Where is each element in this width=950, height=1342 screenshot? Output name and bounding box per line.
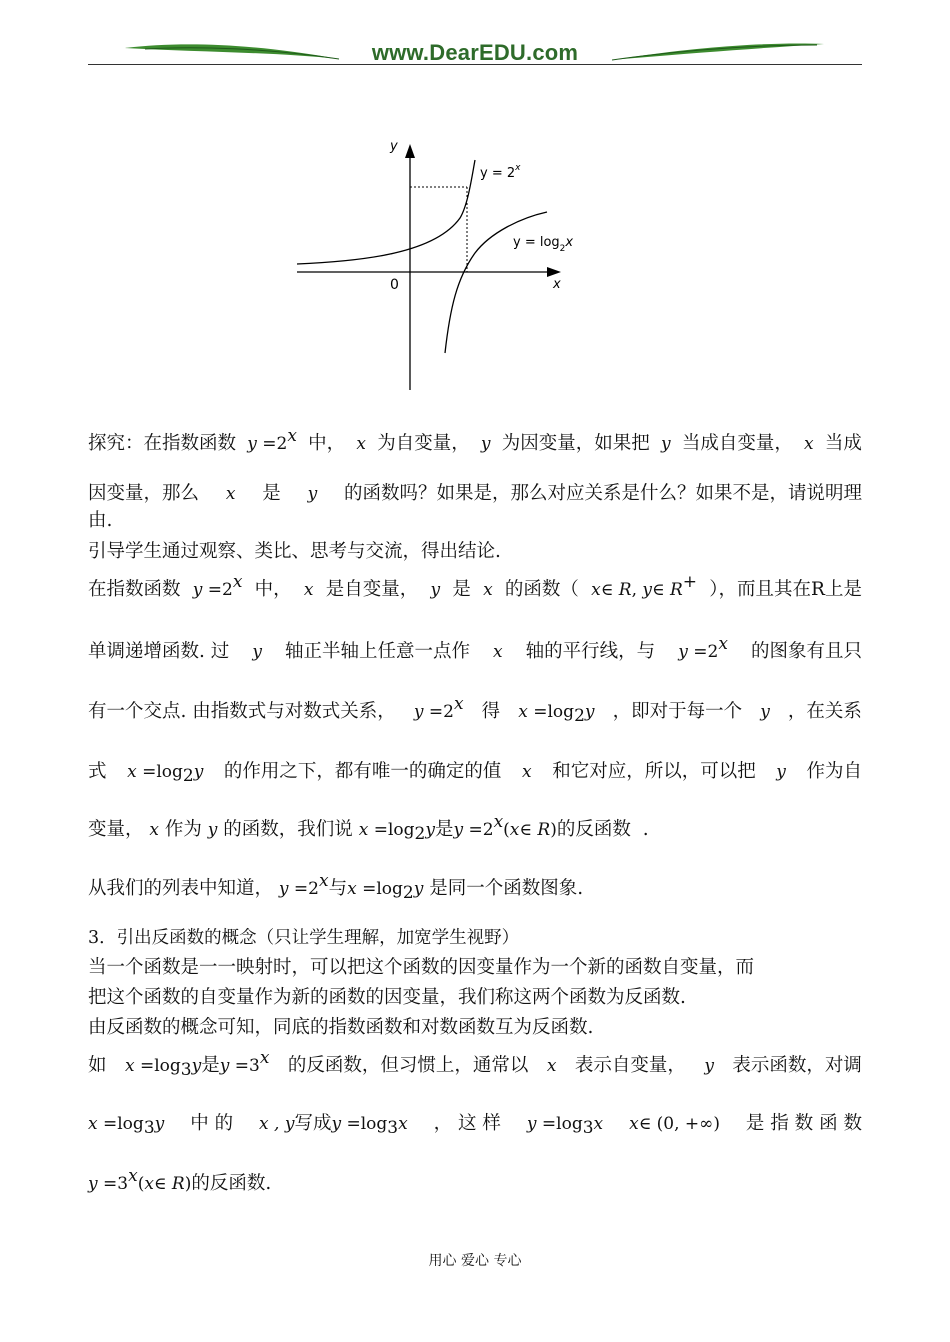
var-x: x bbox=[546, 1056, 557, 1076]
p3-l5-a: 中 的 bbox=[190, 1113, 234, 1134]
p2-l5-e: 的反函数 bbox=[556, 819, 631, 840]
p3-l4-c: 的反函数，但习惯上，通常以 bbox=[287, 1055, 529, 1076]
formula-y-eq-2x: $y =2^x$ bbox=[413, 694, 464, 722]
p1-line-1 bbox=[88, 426, 862, 456]
function-graph bbox=[285, 128, 605, 398]
var-x: x bbox=[356, 434, 366, 454]
p2-l2-d: 的图象有且只 bbox=[750, 641, 862, 662]
p2-l3-d: ，在关系 bbox=[787, 701, 862, 722]
p1-l1-a: 探究：在指数函数 bbox=[88, 433, 237, 454]
var-y: y bbox=[207, 820, 218, 840]
var-x: x bbox=[483, 580, 493, 600]
p2-l6-a: 从我们的列表中知道， bbox=[88, 878, 274, 899]
p3-l5-d: 是 指 数 函 数 bbox=[745, 1113, 862, 1134]
p1-l1-b: 中， bbox=[308, 433, 346, 454]
p2-l3-b: 得 bbox=[481, 701, 501, 722]
left-leaf-ornament bbox=[125, 40, 340, 64]
formula-domain: x∈ R, y∈ R+ bbox=[591, 572, 698, 600]
exp-curve-label: $y = 2^x$ bbox=[480, 163, 521, 181]
formula-y-eq-log3x: $y =\log_3x$ bbox=[526, 1114, 604, 1138]
p2-l4-a: 式 bbox=[88, 761, 107, 782]
p2-l2-b: 轴正半轴上任意一点作 bbox=[284, 641, 470, 662]
formula-y-eq-2x: $y =2^x$ bbox=[192, 572, 243, 600]
formula-y-eq-3x-x-in-R: $y =3^x(x\in$ R) bbox=[88, 1166, 192, 1194]
formula-y-eq-2x-x-in-R: $y =2^x(x\in$ R) bbox=[453, 812, 557, 840]
p3-line-5 bbox=[88, 1112, 862, 1136]
p2-l2-c: 轴的平行线，与 bbox=[525, 641, 656, 662]
p2-l1-a: 在指数函数 bbox=[88, 579, 181, 600]
formula-y-eq-2x: $y =2^x$ bbox=[278, 871, 329, 899]
p2-l1-d: 是 bbox=[452, 579, 471, 600]
var-y: y bbox=[307, 484, 318, 504]
var-y: y bbox=[660, 434, 671, 454]
x-axis-arrow bbox=[547, 267, 561, 277]
formula-y-eq-2x: $y =2^x$ bbox=[247, 426, 297, 454]
p1-l2-c: 的函数吗？如果是，那么对应关系是什么？如果不是，请说明理 bbox=[343, 483, 862, 504]
p1-l1-c: 为自变量， bbox=[377, 433, 470, 454]
var-y: y bbox=[480, 434, 491, 454]
p2-line-2 bbox=[88, 634, 862, 664]
p3-l6-a: 的反函数. bbox=[191, 1173, 272, 1194]
p3-l4-a: 如 bbox=[88, 1055, 107, 1076]
var-y: y bbox=[776, 762, 786, 782]
p2-l5-c: 的函数，我们说 bbox=[223, 819, 353, 840]
header-rule bbox=[88, 64, 862, 65]
y-axis-arrow bbox=[405, 144, 415, 158]
p1-line-3: 由. bbox=[88, 510, 113, 531]
p3-line-2: 把这个函数的自变量作为新的函数的因变量，我们称这两个函数为反函数. bbox=[88, 987, 686, 1008]
p2-l6-b: 与 bbox=[328, 878, 348, 899]
p2-line-5 bbox=[88, 812, 649, 844]
p1-line-4: 引导学生通过观察、类比、思考与交流，得出结论. bbox=[88, 541, 501, 562]
site-logo-text: www.DearEDU.com bbox=[371, 40, 579, 65]
p2-l4-d: 作为自 bbox=[806, 761, 862, 782]
var-x: x bbox=[804, 434, 814, 454]
p2-l3-c: ，即对于每一个 bbox=[612, 701, 743, 722]
p2-l5-b: 作为 bbox=[164, 819, 202, 840]
p3-line-6 bbox=[88, 1166, 272, 1196]
logarithmic-curve bbox=[445, 212, 547, 353]
var-y: y bbox=[704, 1056, 714, 1076]
exponential-curve bbox=[297, 160, 475, 264]
formula-x-eq-log3y: $x =\log_3y$ bbox=[88, 1114, 165, 1138]
formula-x-eq-log2y: $x =\log_2y$ bbox=[347, 879, 424, 903]
p3-l4-e: 表示函数，对调 bbox=[732, 1055, 862, 1076]
p2-line-6 bbox=[88, 871, 584, 903]
y-axis-label: y bbox=[390, 139, 398, 154]
var-x: x bbox=[225, 484, 236, 504]
formula-interval: x∈ (0, +∞) bbox=[629, 1114, 720, 1134]
page-header bbox=[0, 0, 950, 80]
formula-xy-write-as: x , y写成$y =\log_3x$ bbox=[259, 1113, 408, 1138]
right-leaf-ornament bbox=[612, 40, 824, 64]
p2-l4-c: 和它对应，所以，可以把 bbox=[552, 761, 756, 782]
var-y: y bbox=[430, 580, 441, 600]
var-x: x bbox=[493, 642, 503, 662]
p2-line-4 bbox=[88, 760, 862, 784]
p2-l1-e: 的函数（ bbox=[504, 579, 579, 600]
formula-x-eq-log3y-is-y-eq-3x: $x =\log_3y$是$y =3^x$ bbox=[124, 1048, 270, 1080]
p2-l4-b: 的作用之下，都有唯一的确定的值 bbox=[223, 761, 502, 782]
section-heading: 3．引出反函数的概念（只让学生理解，加宽学生视野） bbox=[88, 928, 520, 948]
p3-line-1 bbox=[88, 956, 862, 980]
p2-l5-f: . bbox=[642, 819, 649, 840]
formula-y-eq-2x: $y =2^x$ bbox=[678, 634, 728, 662]
p2-l6-c: 是同一个函数图象. bbox=[429, 878, 584, 899]
var-x: x bbox=[522, 762, 532, 782]
p3-l5-c: ， 这 样 bbox=[433, 1113, 501, 1134]
p2-l1-c: 是自变量， bbox=[325, 579, 419, 600]
page-footer: 用心 爱心 专心 bbox=[428, 1253, 522, 1269]
p3-l4-d: 表示自变量， bbox=[574, 1055, 686, 1076]
p2-l1-f: ），而且其在R上是 bbox=[709, 579, 862, 600]
var-x: x bbox=[149, 820, 159, 840]
p1-l1-f: 当成 bbox=[824, 433, 862, 454]
p1-line-2 bbox=[88, 482, 862, 506]
p3-l1-text: 当一个函数是一一映射时，可以把这个函数的因变量作为一个新的函数自变量，而 bbox=[88, 957, 755, 978]
formula-x-eq-log2y: $x =\log_2y$ bbox=[358, 820, 435, 844]
var-x: x bbox=[303, 580, 314, 600]
p1-l1-d: 为因变量，如果把 bbox=[501, 433, 650, 454]
x-axis-label: x bbox=[553, 277, 561, 292]
origin-label: 0 bbox=[390, 277, 399, 293]
p3-line-4 bbox=[88, 1048, 862, 1080]
formula-x-eq-log2y: $x =\log_2y$ bbox=[127, 762, 204, 786]
p1-l1-e: 当成自变量， bbox=[681, 433, 793, 454]
p1-l2-a: 因变量，那么 bbox=[88, 483, 200, 504]
p2-l3-a: 有一个交点. 由指数式与对数式关系， bbox=[88, 701, 396, 722]
p2-l2-a: 单调递增函数. 过 bbox=[88, 641, 230, 662]
p2-line-3 bbox=[88, 694, 862, 726]
p2-line-1 bbox=[88, 572, 862, 602]
p2-l5-a: 变量， bbox=[88, 819, 144, 840]
formula-x-eq-log2y: $x =\log_2y$ bbox=[518, 702, 595, 726]
p2-l5-d: 是 bbox=[434, 819, 454, 840]
p2-l1-b: 中， bbox=[254, 579, 292, 600]
var-y: y bbox=[252, 642, 262, 662]
p1-l2-b: 是 bbox=[262, 483, 281, 504]
log-curve-label: $y = \log_2x$ bbox=[513, 235, 574, 254]
p3-line-3: 由反函数的概念可知，同底的指数函数和对数函数互为反函数. bbox=[88, 1017, 594, 1038]
var-y: y bbox=[760, 702, 770, 722]
